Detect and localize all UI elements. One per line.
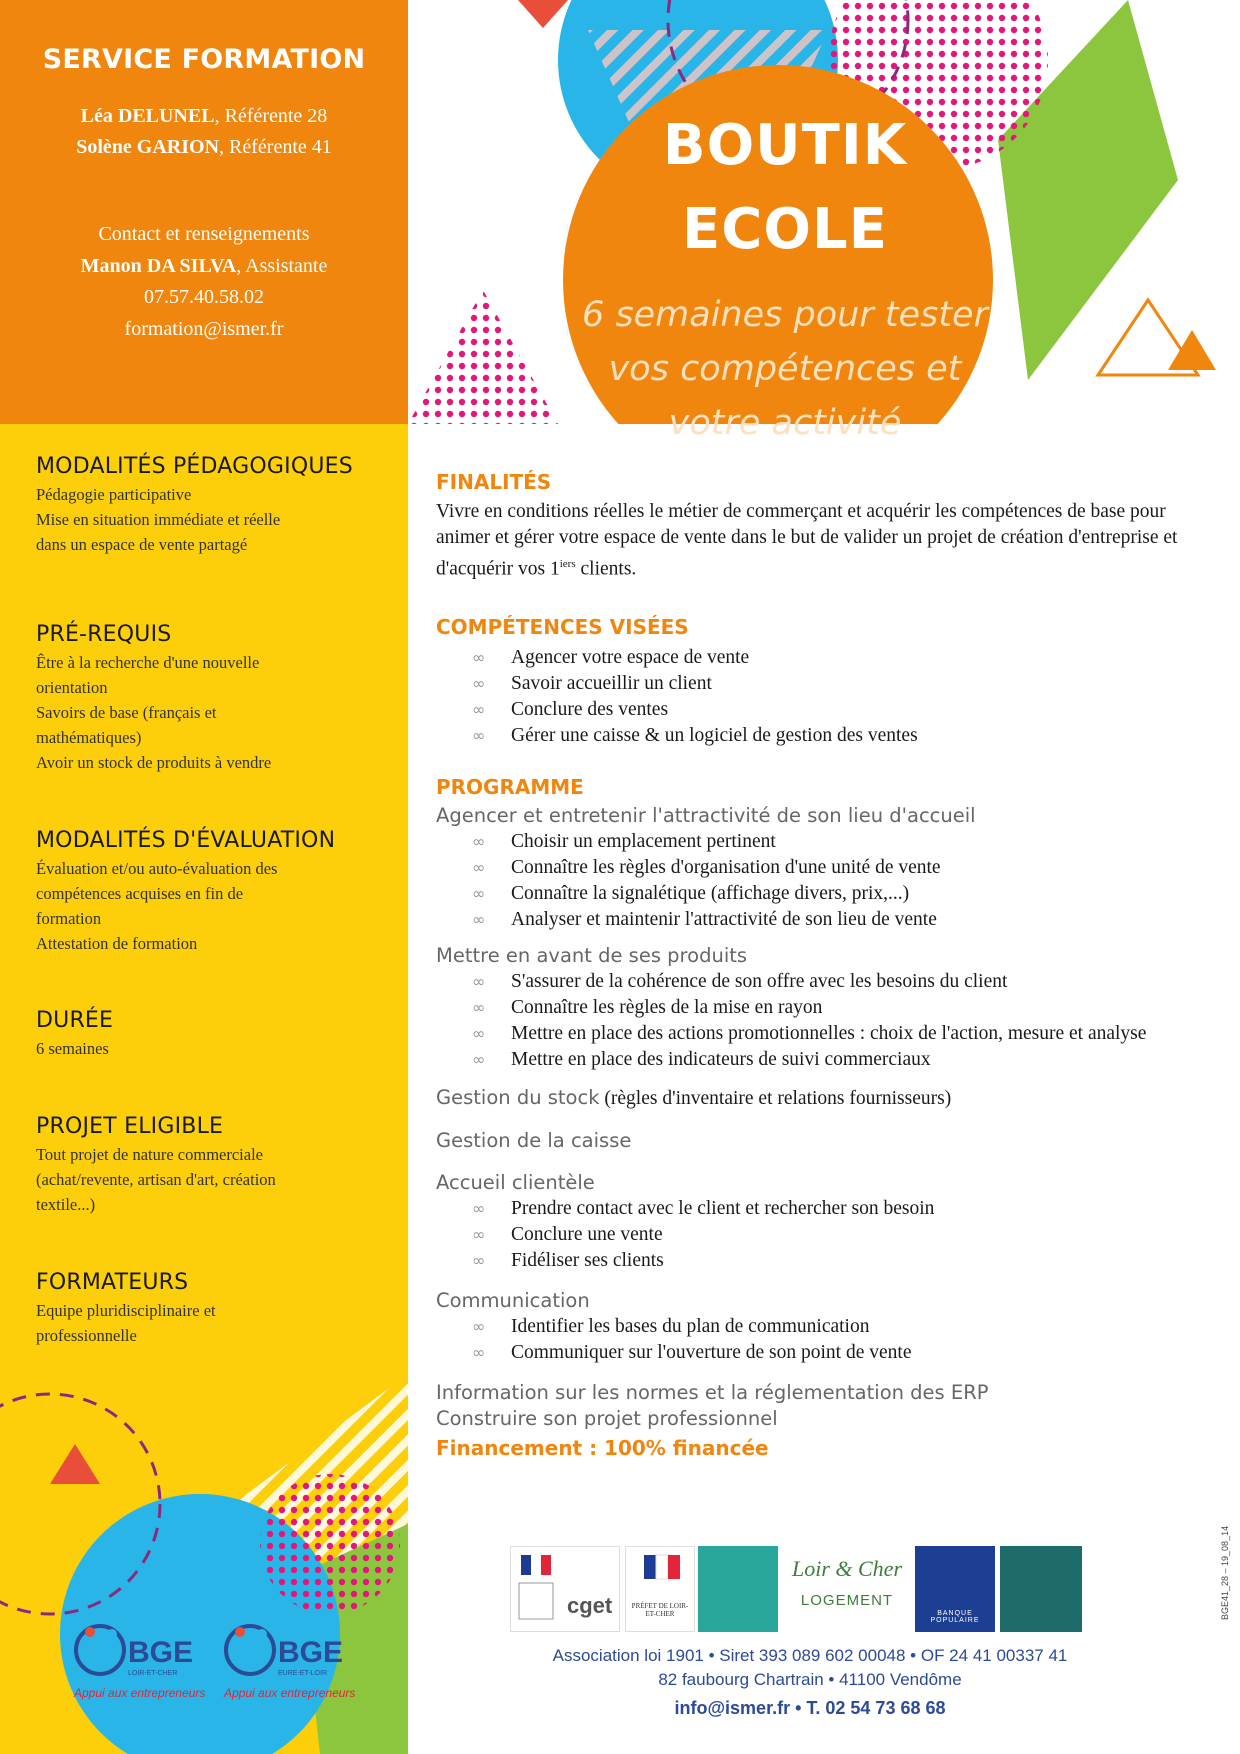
footer: [520, 1644, 1100, 1720]
service-title: SERVICE FORMATION: [42, 44, 366, 75]
programme-block-list: [472, 829, 1206, 933]
assistant: Manon DA SILVA, Assistante: [80, 254, 328, 277]
list-item: ∞ Connaître la signalétique (affichage divers, prix,...): [472, 881, 1206, 907]
main-content: [436, 470, 1206, 1460]
bge-region: LOIR-ET-CHER: [128, 1670, 178, 1677]
section-heading: PROJET ELIGIBLE: [36, 1114, 224, 1139]
section-heading: MODALITÉS D'ÉVALUATION: [36, 828, 336, 853]
cget-logo-text: cget: [567, 1593, 613, 1618]
programme-heading: PROGRAMME: [436, 774, 584, 799]
subtitle-line-1: 6 semaines pour tester: [582, 295, 988, 335]
list-item: ∞ Mettre en place des actions promotionnelles : choix de l'action, mesure et analyse: [472, 1021, 1206, 1047]
bge-name: BGE: [128, 1636, 194, 1669]
list-item: ∞ Choisir un emplacement pertinent: [472, 829, 1206, 855]
section-modalites-evaluation: MODALITÉS D'ÉVALUATION Évaluation et/ou auto-évaluation des compétences acquises en fin de formation Attestation de formation: [36, 828, 396, 956]
subtitle-line-3: votre activité: [668, 403, 902, 443]
programme-block-list: [472, 1314, 1206, 1366]
list-item: ∞ Connaître les règles d'organisation d'une unité de vente: [472, 855, 1206, 881]
partner-logos: [510, 1546, 1110, 1638]
prefet-logo: [625, 1546, 695, 1632]
prefet-logo-text: PRÉFET DE LOIR-ET-CHER: [631, 1602, 689, 1618]
section-heading: DURÉE: [36, 1008, 114, 1033]
list-item: ∞ Connaître les règles de la mise en rayon: [472, 995, 1206, 1021]
list-item: ∞ Gérer une caisse & un logiciel de gestion des ventes: [472, 723, 1206, 749]
subtitle-line-2: vos compétences et: [608, 349, 962, 389]
contact-block: [0, 219, 408, 345]
bge-region: EURE-ET-LOIR: [278, 1670, 328, 1677]
banque-populaire-logo: [915, 1546, 995, 1632]
document-reference: BGE41_28 – 19_08_14: [1220, 1525, 1230, 1620]
finalites-text: Vivre en conditions réelles le métier de commerçant et acquérir les compétences de base pour animer et gérer votre espace de vente dans le but de valider un projet de création d'entreprise et d'acquérir vos $1^{iers}$ clients.: [436, 501, 1178, 580]
footer-line-2: 82 faubourg Chartrain • 41100 Vendôme: [658, 1670, 962, 1689]
banque-logo-text: BANQUE POPULAIRE: [930, 1610, 980, 1624]
finalites-heading: FINALITÉS: [436, 470, 552, 494]
title-block: [560, 104, 1010, 450]
competences-heading: COMPÉTENCES VISÉES: [436, 614, 689, 639]
list-item: ∞ Conclure une vente: [472, 1222, 1206, 1248]
programme-block-title: Communication: [436, 1288, 590, 1312]
loir-cher-logement-logo: [782, 1546, 912, 1632]
bge-tagline: Appui aux entrepreneurs: [224, 1686, 356, 1700]
referents: [0, 101, 408, 163]
section-duree: DURÉE 6 semaines: [36, 1008, 396, 1061]
list-item: ∞ Agencer votre espace de vente: [472, 645, 1206, 671]
programme-block-title: Agencer et entretenir l'attractivité de son lieu d'accueil: [436, 803, 976, 827]
footer-contact[interactable]: info@ismer.fr • T. 02 54 73 68 68: [674, 1698, 946, 1718]
list-item: ∞ Conclure des ventes: [472, 697, 1206, 723]
bge-name: BGE: [278, 1636, 344, 1669]
referent-2: Solène GARION, Référente 41: [76, 136, 332, 158]
section-heading: FORMATEURS: [36, 1270, 189, 1295]
partner-logo-green: [1000, 1546, 1082, 1632]
logement-logo-script: Loir & Cher: [791, 1556, 903, 1581]
bge-eure-et-loir-logo: [220, 1618, 360, 1718]
list-item: ∞ Mettre en place des indicateurs de suivi commerciaux: [472, 1047, 1206, 1073]
financement: Financement : 100% financée: [436, 1435, 769, 1460]
section-projet-eligible: PROJET ELIGIBLE Tout projet de nature commerciale (achat/revente, artisan d'art, création textile...): [36, 1114, 396, 1217]
footer-line-1: Association loi 1901 • Siret 393 089 602 00048 • OF 24 41 00337 41: [552, 1646, 1068, 1665]
programme-extra-erp: Information sur les normes et la réglementation des ERP: [436, 1380, 989, 1404]
list-item: ∞ Savoir accueillir un client: [472, 671, 1206, 697]
programme-block-list: [472, 969, 1206, 1073]
cget-logo: [510, 1546, 620, 1632]
referent-1: Léa DELUNEL, Référente 28: [80, 105, 328, 127]
programme-block-title: Mettre en avant de ses produits: [436, 943, 748, 967]
email[interactable]: formation@ismer.fr: [124, 317, 284, 340]
section-pre-requis: PRÉ-REQUIS Être à la recherche d'une nouvelle orientation Savoirs de base (français et mathématiques) Avoir un stock de produits à vendre: [36, 622, 396, 775]
title-line-2: ECOLE: [682, 197, 888, 262]
list-item: ∞ Prendre contact avec le client et rechercher son besoin: [472, 1196, 1206, 1222]
programme-block-title: Accueil clientèle: [436, 1170, 595, 1194]
bge-loir-et-cher-logo: [70, 1618, 210, 1718]
service-formation-panel: [0, 0, 408, 424]
programme-extra-projet: Construire son projet professionnel: [436, 1406, 778, 1430]
programme-block-list: [472, 1196, 1206, 1274]
list-item: ∞ Fidéliser ses clients: [472, 1248, 1206, 1274]
programme-block-title: Gestion du stock (règles d'inventaire et relations fournisseurs): [436, 1085, 952, 1109]
programme-block-title: Gestion de la caisse: [436, 1128, 632, 1152]
contact-label: Contact et renseignements: [98, 223, 310, 245]
section-modalites-pedagogiques: MODALITÉS PÉDAGOGIQUES Pédagogie participative Mise en situation immédiate et réelle dans un espace de vente partagé: [36, 454, 396, 557]
section-heading: MODALITÉS PÉDAGOGIQUES: [36, 454, 353, 479]
list-item: ∞ Communiquer sur l'ouverture de son point de vente: [472, 1340, 1206, 1366]
competences-list: [472, 645, 1206, 749]
left-info-column: [0, 424, 408, 1754]
list-item: ∞ Analyser et maintenir l'attractivité de son lieu de vente: [472, 907, 1206, 933]
list-item: ∞ Identifier les bases du plan de communication: [472, 1314, 1206, 1340]
section-formateurs: FORMATEURS Equipe pluridisciplinaire et professionnelle: [36, 1270, 396, 1348]
logement-logo-text: LOGEMENT: [800, 1592, 894, 1609]
bge-tagline: Appui aux entrepreneurs: [74, 1686, 206, 1700]
list-item: ∞ S'assurer de la cohérence de son offre avec les besoins du client: [472, 969, 1206, 995]
house-logo: [698, 1546, 778, 1632]
phone: 07.57.40.58.02: [144, 286, 264, 308]
section-heading: PRÉ-REQUIS: [36, 622, 172, 647]
title-line-1: BOUTIK: [662, 113, 908, 178]
